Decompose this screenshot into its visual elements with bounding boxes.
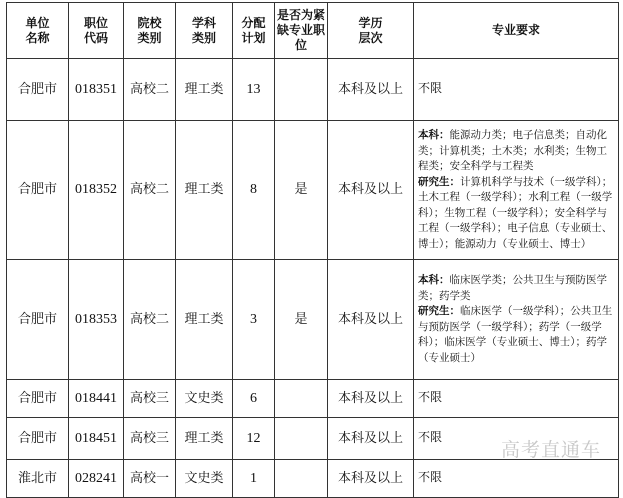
shortage-cell bbox=[275, 418, 328, 460]
plan-cell: 12 bbox=[233, 418, 275, 460]
shortage-cell: 是 bbox=[275, 260, 328, 380]
requirement-text: 不限 bbox=[418, 470, 443, 485]
shortage-cell bbox=[275, 380, 328, 418]
plan-cell: 13 bbox=[233, 59, 275, 121]
header-edu: 学历层次 bbox=[328, 3, 414, 59]
plan-cell: 1 bbox=[233, 460, 275, 498]
requirement-text: 计算机科学与技术（一级学科）；土木工程（一级学科）；水利工程（一级学科）；生物工程（一级学科）；安全科学与工程（一级学科）；电子信息（专业硕士、博士）；能源动力（专业硕士、博士） bbox=[418, 175, 613, 250]
requirement-text: 不限 bbox=[418, 390, 443, 405]
requirement-label: 研究生： bbox=[418, 175, 460, 188]
requirement-paragraph bbox=[418, 470, 614, 487]
plan-cell: 6 bbox=[233, 380, 275, 418]
code-cell: 018451 bbox=[69, 418, 124, 460]
header-row bbox=[7, 3, 619, 59]
subject-cell: 文史类 bbox=[176, 380, 233, 418]
requirement-cell bbox=[414, 121, 619, 260]
subject-cell: 理工类 bbox=[176, 121, 233, 260]
table-row bbox=[7, 59, 619, 121]
edu-cell: 本科及以上 bbox=[328, 59, 414, 121]
watermark: 高考直通车 bbox=[500, 439, 601, 461]
requirement-cell bbox=[414, 59, 619, 121]
header-subject: 学科类别 bbox=[176, 3, 233, 59]
subject-cell: 理工类 bbox=[176, 260, 233, 380]
edu-cell: 本科及以上 bbox=[328, 460, 414, 498]
school-cell: 高校二 bbox=[124, 59, 176, 121]
shortage-cell bbox=[275, 59, 328, 121]
unit-cell: 合肥市 bbox=[7, 380, 69, 418]
school-cell: 高校二 bbox=[124, 121, 176, 260]
requirement-text: 能源动力类；电子信息类；自动化类；计算机类；土木类；水利类；生物工程类；安全科学与工程类 bbox=[418, 129, 607, 172]
requirement-paragraph bbox=[418, 128, 614, 175]
subject-cell: 理工类 bbox=[176, 418, 233, 460]
plan-cell: 8 bbox=[233, 121, 275, 260]
header-school: 院校类别 bbox=[124, 3, 176, 59]
edu-cell: 本科及以上 bbox=[328, 260, 414, 380]
requirement-paragraph bbox=[418, 390, 614, 407]
header-shortage: 是否为紧缺专业职位 bbox=[275, 3, 328, 59]
unit-cell: 合肥市 bbox=[7, 59, 69, 121]
unit-cell: 合肥市 bbox=[7, 121, 69, 260]
code-cell: 018352 bbox=[69, 121, 124, 260]
shortage-cell: 是 bbox=[275, 121, 328, 260]
edu-cell: 本科及以上 bbox=[328, 418, 414, 460]
edu-cell: 本科及以上 bbox=[328, 121, 414, 260]
header-plan: 分配计划 bbox=[233, 3, 275, 59]
requirement-text: 不限 bbox=[418, 81, 443, 96]
requirement-label: 本科： bbox=[418, 129, 450, 141]
requirement-label: 研究生： bbox=[418, 305, 460, 317]
school-cell: 高校三 bbox=[124, 418, 176, 460]
edu-cell: 本科及以上 bbox=[328, 380, 414, 418]
requirement-label: 本科： bbox=[418, 274, 450, 286]
shortage-cell bbox=[275, 460, 328, 498]
code-cell: 028241 bbox=[69, 460, 124, 498]
requirement-cell bbox=[414, 460, 619, 498]
requirement-paragraph bbox=[418, 81, 614, 98]
unit-cell: 淮北市 bbox=[7, 460, 69, 498]
header-code: 职位代码 bbox=[69, 3, 124, 59]
table-row bbox=[7, 121, 619, 260]
recruitment-table bbox=[6, 2, 619, 498]
code-cell: 018441 bbox=[69, 380, 124, 418]
code-cell: 018353 bbox=[69, 260, 124, 380]
header-unit: 单位名称 bbox=[7, 3, 69, 59]
subject-cell: 理工类 bbox=[176, 59, 233, 121]
table-row bbox=[7, 460, 619, 498]
requirement-paragraph bbox=[418, 273, 614, 304]
unit-cell: 合肥市 bbox=[7, 418, 69, 460]
requirement-paragraph bbox=[418, 175, 614, 253]
plan-cell: 3 bbox=[233, 260, 275, 380]
table-row bbox=[7, 260, 619, 380]
header-req: 专业要求 bbox=[414, 3, 619, 59]
requirement-cell bbox=[414, 260, 619, 380]
subject-cell: 文史类 bbox=[176, 460, 233, 498]
requirement-text: 临床医学类；公共卫生与预防医学类；药学类 bbox=[418, 274, 607, 302]
unit-cell: 合肥市 bbox=[7, 260, 69, 380]
code-cell: 018351 bbox=[69, 59, 124, 121]
table-row bbox=[7, 380, 619, 418]
school-cell: 高校三 bbox=[124, 380, 176, 418]
requirement-text: 临床医学（一级学科）；公共卫生与预防医学（一级学科）；药学（一级学科）；临床医学（专业硕士、博士）；药学（专业硕士） bbox=[418, 305, 613, 364]
requirement-paragraph bbox=[418, 304, 614, 366]
school-cell: 高校二 bbox=[124, 260, 176, 380]
school-cell: 高校一 bbox=[124, 460, 176, 498]
requirement-text: 不限 bbox=[418, 430, 443, 445]
requirement-cell bbox=[414, 380, 619, 418]
